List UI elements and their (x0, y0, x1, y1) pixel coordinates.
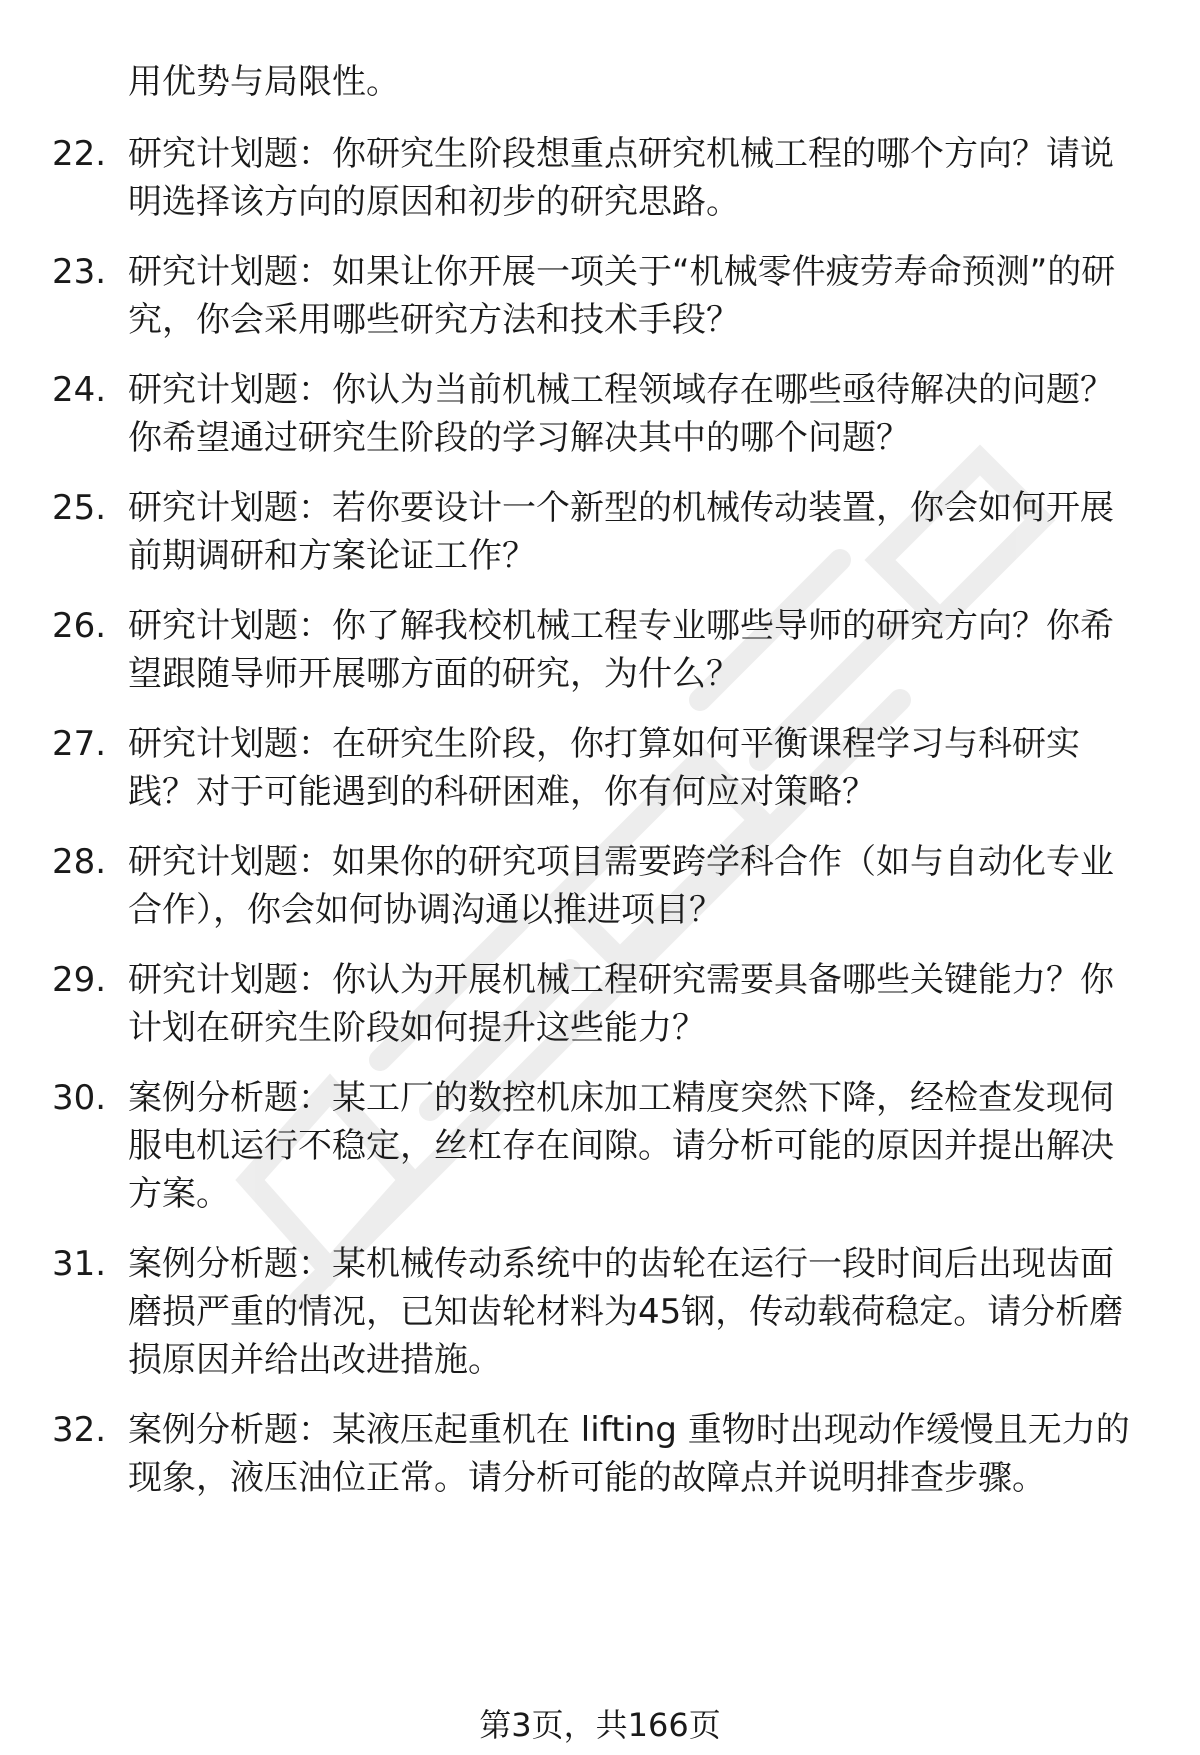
question-item-32 (52, 1406, 1142, 1502)
question-item-27 (52, 720, 1142, 816)
question-text: 研究计划题：你认为开展机械工程研究需要具备哪些关键能力？你计划在研究生阶段如何提升这些能力？ (128, 960, 1114, 1048)
question-number: 26. (52, 606, 107, 646)
question-number: 25. (52, 488, 107, 528)
question-item-25 (52, 484, 1142, 580)
question-number: 28. (52, 842, 107, 882)
question-item-29 (52, 956, 1142, 1052)
question-text: 案例分析题：某工厂的数控机床加工精度突然下降，经检查发现伺服电机运行不稳定，丝杠存在间隙。请分析可能的原因并提出解决方案。 (128, 1078, 1114, 1214)
question-text: 研究计划题：你研究生阶段想重点研究机械工程的哪个方向？请说明选择该方向的原因和初步的研究思路。 (128, 134, 1114, 222)
question-item-30 (52, 1074, 1142, 1218)
question-text: 研究计划题：你认为当前机械工程领域存在哪些亟待解决的问题？你希望通过研究生阶段的学习解决其中的哪个问题？ (128, 370, 1114, 458)
question-text: 研究计划题：如果让你开展一项关于“机械零件疲劳寿命预测”的研究，你会采用哪些研究方法和技术手段？ (128, 252, 1116, 340)
question-number: 24. (52, 370, 107, 410)
question-text: 案例分析题：某机械传动系统中的齿轮在运行一段时间后出现齿面磨损严重的情况，已知齿轮材料为45钢，传动载荷稳定。请分析磨损原因并给出改进措施。 (128, 1244, 1124, 1380)
question-item-22 (52, 130, 1142, 226)
question-text: 研究计划题：若你要设计一个新型的机械传动装置，你会如何开展前期调研和方案论证工作？ (128, 488, 1114, 576)
question-text: 研究计划题：在研究生阶段，你打算如何平衡课程学习与科研实践？对于可能遇到的科研困难，你有何应对策略？ (128, 724, 1080, 812)
question-number: 27. (52, 724, 107, 764)
question-item-24 (52, 366, 1142, 462)
question-item-23 (52, 248, 1142, 344)
question-number: 32. (52, 1410, 107, 1450)
question-item-26 (52, 602, 1142, 698)
question-number: 23. (52, 252, 107, 292)
question-text: 案例分析题：某液压起重机在 lifting 重物时出现动作缓慢且无力的现象，液压油位正常。请分析可能的故障点并说明排查步骤。 (128, 1410, 1130, 1498)
question-text: 研究计划题：你了解我校机械工程专业哪些导师的研究方向？你希望跟随导师开展哪方面的研究，为什么？ (128, 606, 1114, 694)
question-item-31 (52, 1240, 1142, 1384)
question-number: 22. (52, 134, 107, 174)
page-footer: 第3页，共166页 (479, 1706, 721, 1744)
question-text: 研究计划题：如果你的研究项目需要跨学科合作（如与自动化专业合作），你会如何协调沟通以推进项目？ (128, 842, 1114, 930)
question-number: 31. (52, 1244, 107, 1284)
question-number: 29. (52, 960, 107, 1000)
continuation-text: 用优势与局限性。 (128, 62, 400, 102)
question-item-28 (52, 838, 1142, 934)
question-number: 30. (52, 1078, 107, 1118)
